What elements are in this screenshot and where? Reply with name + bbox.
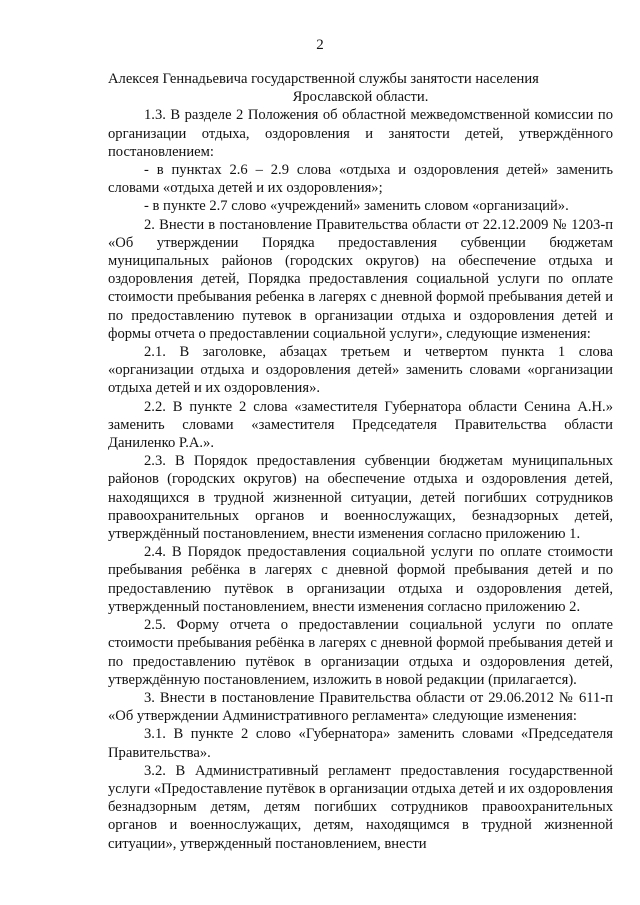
paragraph-3-2: 3.2. В Административный регламент предоставления государственной услуги «Предоставление путёвок в организации отдыха детей и их оздоровления безнадзорным детям, детям погибших сотрудников правоохранительных органов и военнослужащих, детям, находящимся в трудной жизненной ситуации», утвержденный постановлением, внести [108,762,613,852]
paragraph-2-1: 2.1. В заголовке, абзацах третьем и четвертом пункта 1 слова «организации отдыха и оздоровления детей» заменить словами «организации отдыха детей и их оздоровления». [108,344,613,397]
paragraph-region: Ярославской области. [292,89,429,106]
paragraph-continuation: Алексея Геннадьевича государственной службы занятости населения [108,71,539,87]
paragraph-2-5: 2.5. Форму отчета о предоставлении социальной услуги по оплате стоимости пребывания ребёнка в лагерях с дневной формой пребывания детей и по предоставлению путёвок в организации отдыха и оздоровления детей, утверждённую постановлением, изложить в новой редакции (прилагается). [108,617,613,688]
paragraph-2-3: 2.3. В Порядок предоставления субвенции бюджетам муниципальных районов (городских округов) на обеспечение отдыха и оздоровления детей, находящихся в трудной жизненной ситуации, детей погибших сотрудников правоохранительных органов и военнослужащих, безнадзорных детей, утверждённый постановлением, внести изменения согласно приложению 1. [108,453,613,543]
paragraph-2: 2. Внести в постановление Правительства области от 22.12.2009 № 1203-п «Об утверждении Порядка предоставления субвенции бюджетам муниципальных районов (городских округов) на обеспечение отдыха и оздоровления детей, Порядка предоставления социальной услуги по оплате стоимости пребывания ребенка в лагерях с дневной формой пребывания детей и по предоставлению путевок в организации отдыха и оздоровления детей и формы отчета о предоставлении социальной услуги», следующие изменения: [108,216,613,342]
paragraph-1-3: 1.3. В разделе 2 Положения об областной межведомственной комиссии по организации отдыха, оздоровления и занятости детей, утверждённого постановлением: [108,107,613,160]
page-number: 2 [316,37,324,53]
paragraph-3-1: 3.1. В пункте 2 слово «Губернатора» заменить словами «Председателя Правительства». [108,726,613,761]
paragraph-3: 3. Внести в постановление Правительства области от 29.06.2012 № 611-п «Об утверждении Административного регламента» следующие изменения: [108,689,613,725]
paragraph-2-2: 2.2. В пункте 2 слова «заместителя Губернатора области Сенина А.Н.» заменить словами «заместителя Председателя Правительства области Даниленко Р.А.». [108,398,613,452]
paragraph-1-3-item-1: - в пунктах 2.6 – 2.9 слова «отдыха и оздоровления детей» заменить словами «отдыха детей и их оздоровления»; [108,162,613,197]
document-body [108,70,613,853]
paragraph-1-3-item-2: - в пункте 2.7 слово «учреждений» заменить словом «организаций». [144,198,569,215]
paragraph-2-4: 2.4. В Порядок предоставления социальной услуги по оплате стоимости пребывания ребёнка в лагерях с дневной формой пребывания детей и по предоставлению путёвок в организации отдыха и оздоровления детей, утвержденный постановлением, внести изменения согласно приложению 2. [108,544,613,615]
